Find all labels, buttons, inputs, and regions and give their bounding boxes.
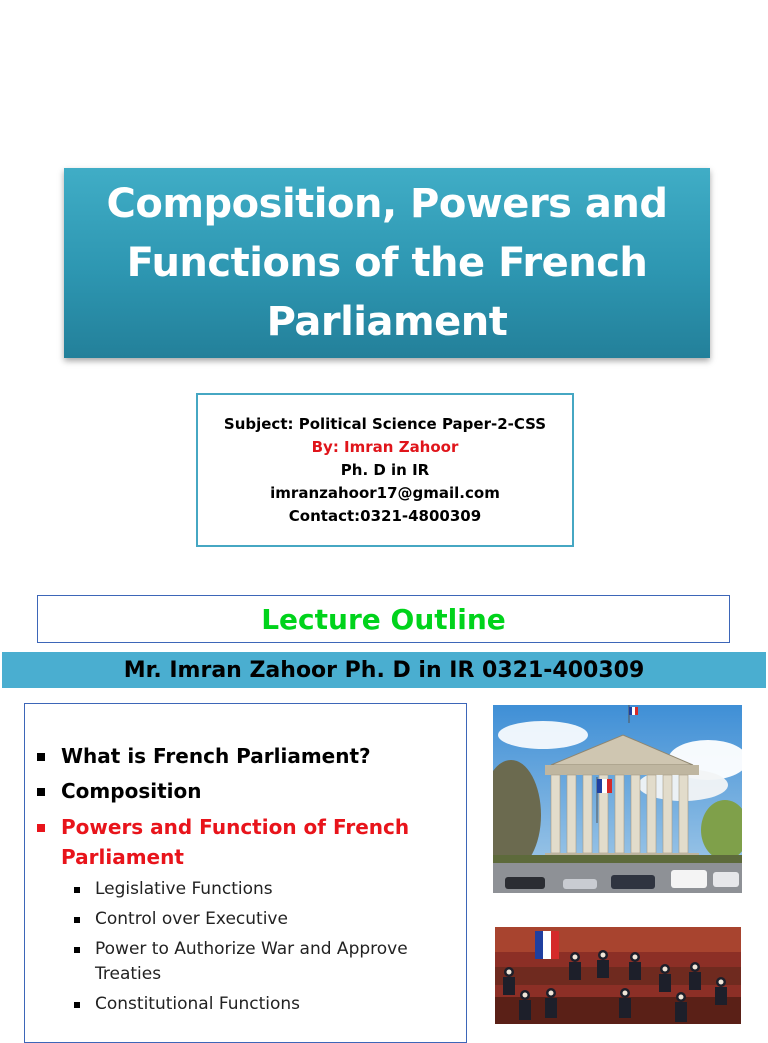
outline-sub-item: Constitutional Functions bbox=[95, 992, 300, 1017]
outline-content-box bbox=[24, 703, 467, 1043]
title-line-1: Composition, Powers and bbox=[106, 180, 668, 227]
lecture-outline-heading: Lecture Outline bbox=[37, 595, 730, 643]
author-info-box bbox=[196, 393, 574, 547]
parliament-building-photo bbox=[493, 705, 742, 893]
outline-item-highlighted bbox=[61, 812, 409, 872]
email-text: imranzahoor17@gmail.com bbox=[270, 483, 500, 502]
outline-sub-item-line: Power to Authorize War and Approve bbox=[95, 939, 408, 959]
assembly-chamber-photo bbox=[495, 927, 741, 1024]
subject-text: Subject: Political Science Paper-2-CSS bbox=[223, 414, 547, 433]
author-bar: Mr. Imran Zahoor Ph. D in IR 0321-400309 bbox=[2, 652, 766, 688]
title-line-3: Parliament bbox=[266, 298, 508, 345]
outline-item: What is French Parliament? bbox=[61, 741, 371, 771]
outline-sub-item-line: Treaties bbox=[95, 964, 162, 984]
degree-text: Ph. D in IR bbox=[340, 460, 430, 479]
author-name: By: Imran Zahoor bbox=[311, 437, 459, 456]
title-line-2: Functions of the French bbox=[126, 239, 648, 286]
outline-item: Composition bbox=[61, 776, 201, 806]
contact-text: Contact:0321-4800309 bbox=[288, 506, 482, 525]
outline-item-line: Powers and Function of French bbox=[61, 815, 410, 839]
outline-sub-item: Control over Executive bbox=[95, 907, 288, 932]
outline-sub-item bbox=[95, 937, 408, 987]
outline-sub-item: Legislative Functions bbox=[95, 877, 273, 902]
outline-item-line: Parliament bbox=[61, 845, 184, 869]
title-banner bbox=[64, 168, 710, 358]
